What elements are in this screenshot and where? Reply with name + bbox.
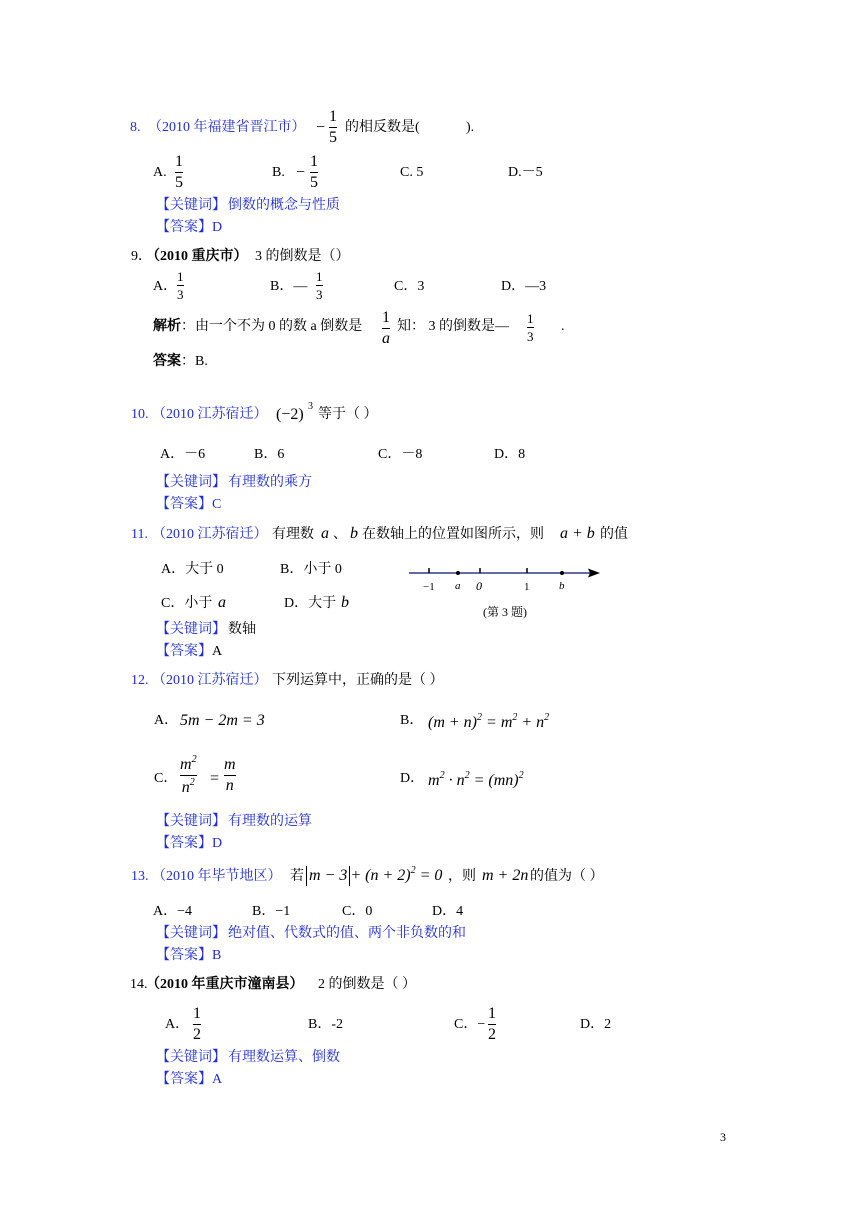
option-c-label: C． xyxy=(154,771,178,786)
answer: D xyxy=(212,836,223,851)
option-a-fraction: 1 2 xyxy=(193,1005,201,1043)
option-c: C．3 xyxy=(394,279,425,294)
minus-sign: − xyxy=(296,164,306,181)
question-number: 12. xyxy=(131,673,149,688)
question-number: 9． xyxy=(131,249,152,264)
question-number: 13. xyxy=(131,869,149,884)
option-d: D．8 xyxy=(494,447,526,462)
option-c-fraction: m n xyxy=(224,756,236,794)
answer: B xyxy=(212,948,222,963)
tick-label: a xyxy=(455,580,461,592)
option-b-label: B．— xyxy=(270,279,308,294)
answer-label: 【答案】 xyxy=(156,1072,212,1087)
analysis-text: ：由一个不为 0 的数 a 倒数是 xyxy=(181,319,363,334)
question-stem-end: ). xyxy=(466,120,475,135)
question-stem: ，则 xyxy=(448,869,476,884)
answer: A xyxy=(212,644,223,659)
question-stem: 的值为（ ） xyxy=(530,869,604,884)
exponent: 3 xyxy=(308,401,313,412)
point-a xyxy=(456,571,460,575)
question-source: （2010 年福建省晋江市） xyxy=(148,120,306,135)
option-a-label: A． xyxy=(153,279,178,294)
option-c-label: C．− xyxy=(454,1017,486,1032)
keyword: 有理数的运算 xyxy=(228,814,312,829)
option-a-fraction: 1 3 xyxy=(177,269,184,302)
keyword-label: 【关键词】 xyxy=(156,475,226,490)
separator: 、 xyxy=(333,527,347,542)
math-expression: m + 2n xyxy=(482,867,529,884)
math-expression: a + b xyxy=(560,525,595,542)
question-stem: 的值 xyxy=(600,527,628,542)
question-number: 8. xyxy=(130,120,141,135)
point-b xyxy=(560,571,564,575)
analysis-fraction: 1 3 xyxy=(527,311,534,344)
analysis-text: 知： 3 的倒数是— xyxy=(397,319,509,334)
answer-label: 【答案】 xyxy=(156,836,212,851)
equals-sign: = xyxy=(210,770,220,787)
answer-label: 答案 xyxy=(153,354,181,369)
option-d: D．2 xyxy=(580,1017,612,1032)
question-source: （2010 江苏宿迁） xyxy=(152,407,268,422)
analysis-label: 解析 xyxy=(153,319,181,334)
answer: C xyxy=(212,497,222,512)
option-c: C．小于 xyxy=(161,596,213,611)
question-source: （2010 年重庆市潼南县） xyxy=(146,977,304,992)
question-source: （2010 年毕节地区） xyxy=(152,869,282,884)
variable: a xyxy=(218,594,226,611)
answer: A xyxy=(212,1072,223,1087)
option-c: C. 5 xyxy=(400,165,424,180)
number-line-figure xyxy=(404,560,604,594)
math-expression: 5m − 2m = 3 xyxy=(180,712,265,729)
variable: a xyxy=(321,525,329,542)
option-a-fraction: 1 5 xyxy=(175,153,183,191)
question-number: 10. xyxy=(131,407,149,422)
option-a-label: A． xyxy=(165,1017,190,1032)
option-b-label: B． xyxy=(400,713,424,728)
keyword-label: 【关键词】 xyxy=(156,926,226,941)
keyword-label: 【关键词】 xyxy=(156,1050,226,1065)
math-expression: $m - 3 + (n + 2)^2 = 0$ xyxy=(306,866,442,886)
question-source: （2010 江苏宿迁） xyxy=(152,527,268,542)
answer: ：B. xyxy=(181,354,208,369)
analysis-fraction: 1 a xyxy=(382,309,390,347)
page-number: 3 xyxy=(720,1130,726,1144)
option-d: D．—3 xyxy=(501,279,547,294)
option-d: D．4 xyxy=(432,904,464,919)
question-stem: 若 xyxy=(290,869,304,884)
option-b-label: B. xyxy=(272,165,285,180)
answer-label: 【答案】 xyxy=(156,948,212,963)
math-expression: (−2) xyxy=(276,406,304,423)
question-source: （2010 江苏宿迁） xyxy=(152,673,268,688)
option-b: B．-2 xyxy=(308,1017,343,1032)
option-a: A．−4 xyxy=(153,904,193,919)
figure-caption: (第 3 题) xyxy=(483,605,527,619)
answer-label: 【答案】 xyxy=(156,220,212,235)
math-expression: $(m + n)^2 = m^2 + n^2$ xyxy=(428,712,550,731)
option-a-label: A. xyxy=(153,165,167,180)
option-c-fraction: $m^2$ $n^2$ xyxy=(180,754,197,796)
option-a-label: A． xyxy=(154,713,179,728)
keyword-label: 【关键词】 xyxy=(156,622,226,637)
tick-label: 1 xyxy=(524,581,530,593)
option-d: D．大于 xyxy=(284,596,337,611)
option-c: C．－8 xyxy=(378,447,423,462)
analysis-end: . xyxy=(561,319,565,334)
question-number: 11. xyxy=(131,527,148,542)
tick-label: b xyxy=(559,580,565,592)
question-stem: 有理数 xyxy=(272,527,314,542)
answer: D xyxy=(212,220,223,235)
option-c: C．0 xyxy=(342,904,373,919)
option-b: B．6 xyxy=(254,447,285,462)
option-b: B．−1 xyxy=(252,904,291,919)
keyword-label: 【关键词】 xyxy=(156,814,226,829)
option-d-label: D． xyxy=(400,771,425,786)
variable: b xyxy=(341,594,349,611)
question-stem: 的相反数是( xyxy=(345,120,420,135)
option-a: A．－6 xyxy=(160,447,206,462)
math-expression: $m^2 \cdot n^2 = (mn)^2$ xyxy=(428,770,524,789)
option-b-fraction: 1 5 xyxy=(310,153,318,191)
question-stem: 下列运算中，正确的是（ ） xyxy=(272,673,444,688)
question-stem: 3 的倒数是（） xyxy=(255,249,350,264)
question-source: （2010 重庆市） xyxy=(146,249,248,264)
minus-sign: − xyxy=(316,119,326,136)
question-stem: 在数轴上的位置如图所示，则 xyxy=(362,527,544,542)
answer-label: 【答案】 xyxy=(156,644,212,659)
keyword: 有理数的乘方 xyxy=(228,475,312,490)
keyword-label: 【关键词】 xyxy=(156,198,226,213)
option-c-fraction: 1 2 xyxy=(488,1005,496,1043)
tick-label: 0 xyxy=(476,579,482,593)
tick-label: −1 xyxy=(423,581,435,593)
option-a: A．大于 0 xyxy=(161,562,224,577)
answer-label: 【答案】 xyxy=(156,497,212,512)
option-d: D.－5 xyxy=(508,165,543,180)
question-number: 14. xyxy=(130,977,148,992)
variable: b xyxy=(350,525,358,542)
question-stem: 等于（ ） xyxy=(318,407,378,422)
keyword: 倒数的概念与性质 xyxy=(228,198,340,213)
option-b-fraction: 1 3 xyxy=(316,269,323,302)
keyword: 有理数运算、倒数 xyxy=(228,1050,340,1065)
fraction: 1 5 xyxy=(329,108,337,146)
keyword: 绝对值、代数式的值、两个非负数的和 xyxy=(228,926,466,941)
keyword: 数轴 xyxy=(228,622,256,637)
option-b: B．小于 0 xyxy=(280,562,342,577)
question-stem: 2 的倒数是（ ） xyxy=(318,977,416,992)
